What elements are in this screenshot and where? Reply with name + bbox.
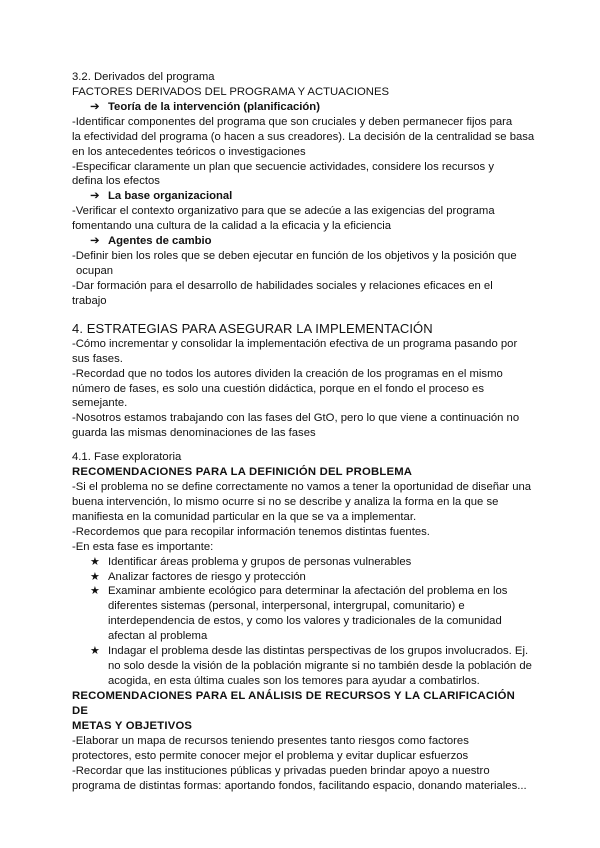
item-teoria: [72, 100, 528, 115]
list-item: [90, 584, 528, 644]
recommendations-resources-heading-cont: METAS Y OBJETIVOS: [72, 719, 193, 732]
section-3-2-subheading: FACTORES DERIVADOS DEL PROGRAMA Y ACTUACIONES: [72, 85, 390, 98]
text-line: -Nosotros estamos trabajando con las fases del GtO, pero lo que viene a continuación no: [72, 412, 520, 425]
text-line: -Recordad que no todos los autores dividen la creación de los programas en el mismo: [72, 367, 503, 380]
text-line: -En esta fase es importante:: [72, 540, 214, 553]
list-item-text: Examinar ambiente ecológico para determinar la afectación del problema en los: [108, 585, 508, 598]
list-item-text: no solo desde la visión de la población migrante si no también desde la población de: [108, 660, 532, 672]
list-item-text: diferentes sistemas (personal, interpersonal, intergrupal, comunitario) e: [108, 600, 465, 613]
list-item-text: Indagar el problema desde las distintas perspectivas de los grupos involucrados. Ej.: [108, 645, 529, 658]
list-item: [90, 555, 528, 570]
text-line: programa de distintas formas: aportando fondos, facilitando espacio, donando materiales...: [72, 779, 527, 792]
recommendations-problem-heading: RECOMENDACIONES PARA LA DEFINICIÓN DEL PROBLEMA: [72, 466, 413, 479]
text-line: ocupan: [76, 265, 114, 278]
text-line: -Recordemos que para recopilar información tenemos distintas fuentes.: [72, 525, 430, 538]
text-line: -Si el problema no se define correctamente no vamos a tener la oportunidad de diseñar una: [72, 481, 532, 494]
text-line: -Elaborar un mapa de recursos teniendo presentes tanto riesgos como factores: [72, 734, 469, 747]
text-line: trabajo: [72, 294, 107, 307]
list-item-text: Analizar factores de riesgo y protección: [108, 570, 306, 583]
list-item-text: afectan al problema: [108, 630, 208, 643]
text-line: en los antecedentes teóricos o investigaciones: [72, 145, 306, 158]
text-line: protectores, esto permite conocer mejor el problema y evitar duplicar esfuerzos: [72, 749, 469, 762]
text-line: -Definir bien los roles que se deben ejecutar en función de los objetivos y la posición que: [72, 250, 517, 263]
recommendations-resources-heading: RECOMENDACIONES PARA EL ANÁLISIS DE RECURSOS Y LA CLARIFICACIÓN DE: [72, 689, 515, 717]
list-item-text: acogida, en esta última cuales son los temores para ayudar a combatirlos.: [108, 674, 480, 687]
section-4-1-heading: 4.1. Fase exploratoria: [72, 451, 182, 464]
star-bullet-icon: ★: [90, 585, 100, 598]
text-line: fomentando una cultura de la calidad a la eficacia y la eficiencia: [72, 220, 392, 233]
text-line: buena intervención, lo mismo ocurre si no se describe y analiza la forma en la que se: [72, 496, 499, 509]
text-line: manifiesta en la comunidad particular en la que se va a implementar.: [72, 510, 417, 523]
item-teoria-title: Teoría de la intervención (planificación): [108, 100, 320, 113]
item-base-organizacional: [72, 189, 528, 204]
section-4-heading: 4. ESTRATEGIAS PARA ASEGURAR LA IMPLEMENTACIÓN: [72, 320, 433, 336]
right-arrow-icon: ➔: [90, 190, 100, 203]
text-line: -Cómo incrementar y consolidar la implementación efectiva de un programa pasando por: [72, 337, 518, 350]
text-line: -Especificar claramente un plan que secuencie actividades, considere los recursos y: [72, 160, 494, 173]
list-item: [90, 570, 528, 585]
document-page: [72, 70, 535, 793]
list-item-text: Identificar áreas problema y grupos de personas vulnerables: [108, 555, 412, 568]
text-line: -Recordar que las instituciones públicas y privadas pueden brindar apoyo a nuestro: [72, 764, 490, 777]
text-line: número de fases, es solo una cuestión didáctica, porque en el fondo el proceso es: [72, 382, 484, 395]
text-line: guarda las mismas denominaciones de las fases: [72, 427, 316, 440]
text-line: sus fases.: [72, 352, 123, 365]
list-item-text: interdependencia de estos, y como los valores y tradicionales de la comunidad: [108, 615, 502, 628]
text-line: la efectividad del programa (o hacen a sus creadores). La decisión de la centralidad se basa: [72, 130, 535, 143]
item-agentes-cambio: [72, 234, 528, 249]
text-line: -Verificar el contexto organizativo para que se adecúe a las exigencias del programa: [72, 205, 495, 218]
right-arrow-icon: ➔: [90, 235, 100, 248]
star-bullet-icon: ★: [90, 555, 100, 568]
text-line: defina los efectos: [72, 175, 160, 188]
star-bullet-icon: ★: [90, 645, 100, 658]
text-line: -Dar formación para el desarrollo de habilidades sociales y relaciones eficaces en el: [72, 279, 493, 292]
item-agentes-title: Agentes de cambio: [108, 235, 212, 248]
right-arrow-icon: ➔: [90, 100, 100, 113]
star-bullet-icon: ★: [90, 570, 100, 583]
text-line: semejante.: [72, 397, 128, 410]
item-base-title: La base organizacional: [108, 190, 233, 203]
list-item: [90, 644, 532, 689]
section-3-2-heading: 3.2. Derivados del programa: [72, 71, 215, 83]
star-bullet-list: [72, 555, 532, 689]
text-line: -Identificar componentes del programa que son cruciales y deben permanecer fijos para: [72, 115, 513, 128]
